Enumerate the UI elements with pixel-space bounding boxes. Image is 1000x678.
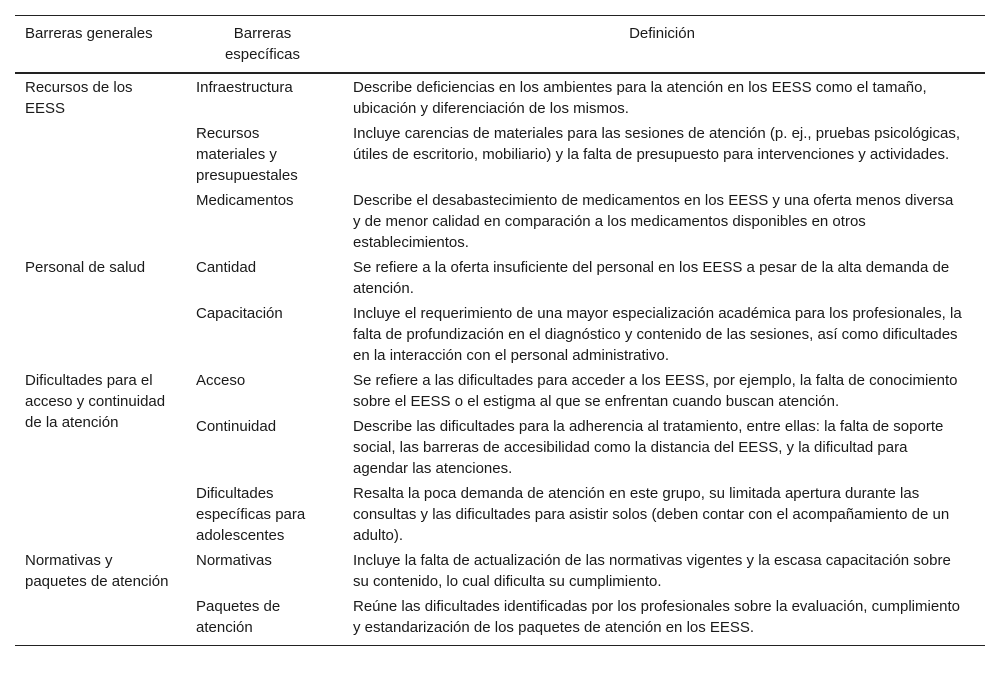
general-barrier-cell: Recursos de los EESS bbox=[25, 79, 133, 117]
header-definition: Definición bbox=[629, 25, 695, 42]
header-specific: Barreras específicas bbox=[224, 25, 301, 63]
specific-barrier-cell: Dificultades específicas para adolescentes bbox=[196, 485, 306, 544]
definition-cell: Incluye el requerimiento de una mayor especialización académica para los profesionales, la falta de profundización en el diagnóstico y contenido de las sesiones, así como dificultades en la interacción con el personal administrativo. bbox=[353, 305, 962, 364]
specific-barrier-cell: Acceso bbox=[196, 372, 246, 389]
general-barrier-cell: Normativas y paquetes de atención bbox=[25, 552, 169, 590]
barriers-table bbox=[15, 15, 985, 646]
specific-barrier-cell: Recursos materiales y presupuestales bbox=[196, 125, 298, 184]
specific-barrier-cell: Infraestructura bbox=[196, 79, 293, 96]
specific-barrier-cell: Cantidad bbox=[196, 259, 257, 276]
table-header-row bbox=[15, 16, 985, 74]
definition-cell: Describe deficiencias en los ambientes para la atención en los EESS como el tamaño, ubicación y diferenciación de los mismos. bbox=[353, 79, 927, 117]
specific-barrier-cell: Normativas bbox=[196, 552, 272, 569]
header-general: Barreras generales bbox=[25, 25, 153, 42]
definition-cell: Resalta la poca demanda de atención en este grupo, su limitada apertura durante las consultas y las dificultades para asistir solos (deben contar con el acompañamiento de un adulto). bbox=[353, 485, 950, 544]
specific-barrier-cell: Medicamentos bbox=[196, 192, 294, 209]
general-barrier-cell: Dificultades para el acceso y continuidad de la atención bbox=[25, 372, 166, 431]
specific-barrier-cell: Paquetes de atención bbox=[196, 598, 281, 636]
table-row bbox=[15, 73, 985, 121]
definition-cell: Incluye carencias de materiales para las sesiones de atención (p. ej., pruebas psicológicas, útiles de escritorio, mobiliario) y la falta de presupuesto para intervenciones y actividades. bbox=[353, 125, 961, 163]
definition-cell: Se refiere a las dificultades para acceder a los EESS, por ejemplo, la falta de conocimiento sobre el EESS o el estigma al que se enfrentan cuando buscan atención. bbox=[353, 372, 958, 410]
definition-cell: Se refiere a la oferta insuficiente del personal en los EESS a pesar de la alta demanda de atención. bbox=[353, 259, 950, 297]
specific-barrier-cell: Capacitación bbox=[196, 305, 283, 322]
general-barrier-cell: Personal de salud bbox=[25, 259, 146, 276]
specific-barrier-cell: Continuidad bbox=[196, 418, 277, 435]
definition-cell: Describe el desabastecimiento de medicamentos en los EESS y una oferta menos diversa y de menor calidad en comparación a los medicamentos disponibles en otros establecimientos. bbox=[353, 192, 954, 251]
table-row bbox=[15, 548, 985, 594]
definition-cell: Describe las dificultades para la adherencia al tratamiento, entre ellas: la falta de soporte social, las barreras de accesibilidad como la distancia del EESS, y la dificultad para agendar las atenciones. bbox=[353, 418, 944, 477]
definition-cell: Reúne las dificultades identificadas por los profesionales sobre la evaluación, cumplimiento y estandarización de los paquetes de atención en los EESS. bbox=[353, 598, 961, 636]
table-row bbox=[15, 368, 985, 414]
table-row bbox=[15, 255, 985, 301]
definition-cell: Incluye la falta de actualización de las normativas vigentes y la escasa capacitación sobre su contenido, lo cual dificulta su cumplimiento. bbox=[353, 552, 951, 590]
